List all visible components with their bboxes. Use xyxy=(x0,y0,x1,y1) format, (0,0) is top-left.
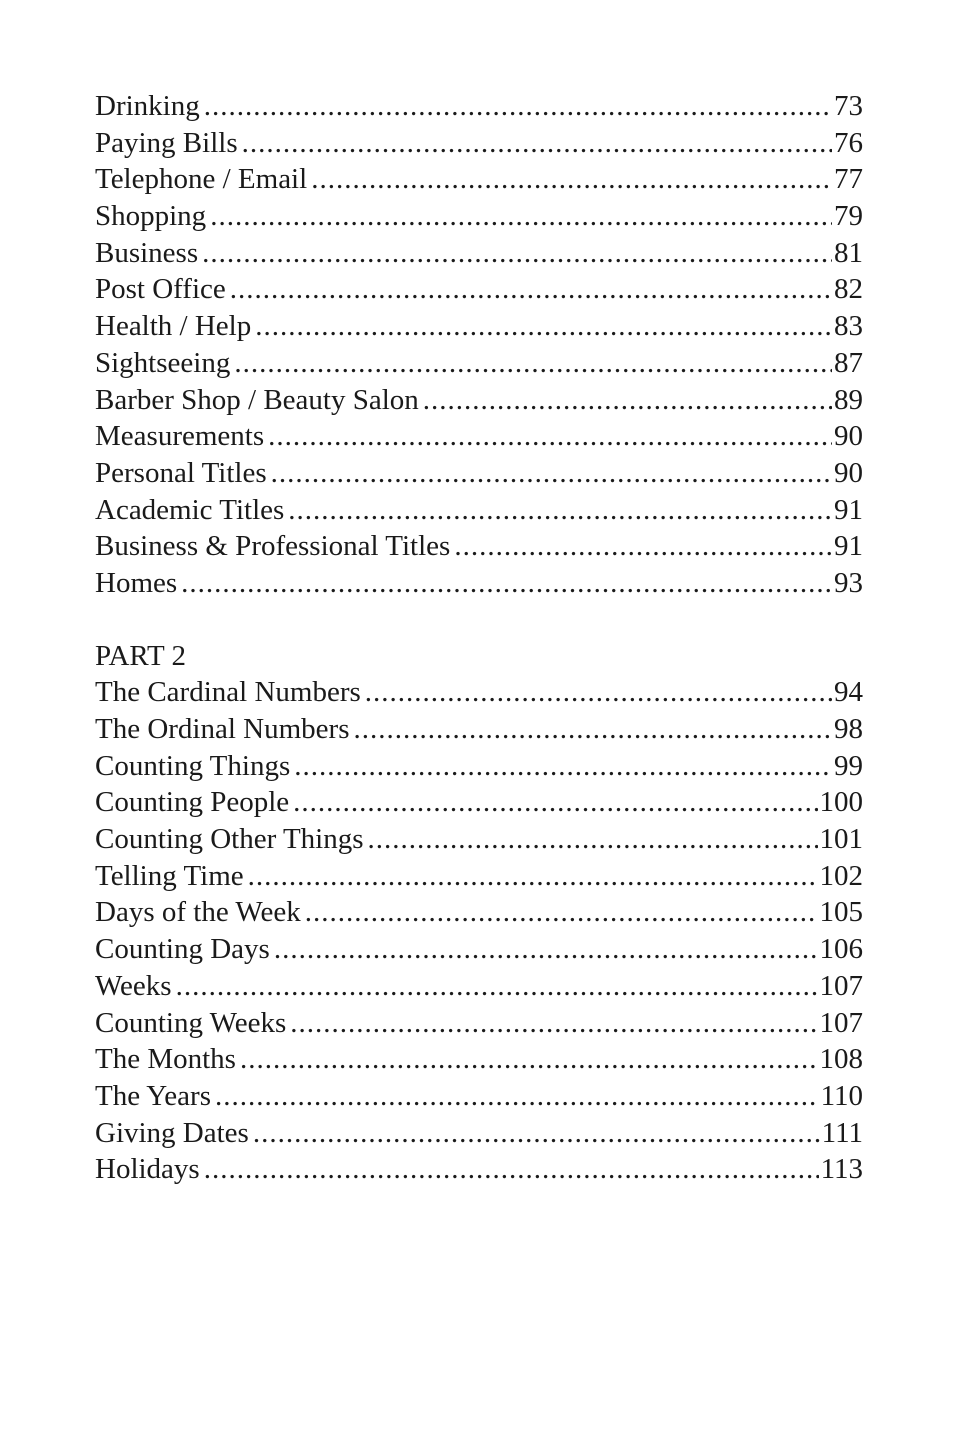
toc-dot-leader xyxy=(368,821,818,858)
toc-part2-section xyxy=(95,638,863,1188)
toc-dot-leader xyxy=(274,931,818,968)
toc-entry-page-number: 110 xyxy=(820,1079,863,1112)
toc-dot-leader xyxy=(268,418,832,455)
toc-dot-leader xyxy=(253,1115,820,1152)
toc-entry-page-number: 93 xyxy=(834,566,863,599)
toc-entry[interactable] xyxy=(95,125,863,162)
toc-entry-title: Telephone / Email xyxy=(95,163,308,196)
toc-entry-title: Drinking xyxy=(95,90,200,122)
toc-entry-title: Paying Bills xyxy=(95,126,238,159)
toc-entry-title: Post Office xyxy=(95,273,226,306)
toc-dot-leader xyxy=(290,1005,817,1042)
toc-dot-leader xyxy=(288,492,832,529)
toc-dot-leader xyxy=(234,345,832,382)
toc-entry[interactable] xyxy=(95,1151,863,1188)
toc-dot-leader xyxy=(255,308,832,345)
toc-dot-leader xyxy=(204,1151,819,1188)
toc-entry-title: The Ordinal Numbers xyxy=(95,713,350,745)
toc-dot-leader xyxy=(365,674,832,711)
toc-entry-title: Measurements xyxy=(95,420,265,453)
toc-entry[interactable] xyxy=(95,161,863,198)
toc-entry-page-number: 107 xyxy=(819,1006,863,1039)
toc-entry[interactable] xyxy=(95,455,863,492)
toc-dot-leader xyxy=(248,858,818,895)
toc-entry-page-number: 102 xyxy=(819,859,863,892)
toc-entry-title: Business xyxy=(95,236,199,269)
toc-entry-page-number: 83 xyxy=(834,310,863,343)
toc-entry[interactable] xyxy=(95,1005,863,1042)
toc-entry-title: Sightseeing xyxy=(95,346,231,379)
toc-entry-page-number: 73 xyxy=(834,90,863,122)
toc-entry-page-number: 91 xyxy=(834,493,863,526)
toc-entry-title: Counting Weeks xyxy=(95,1006,287,1039)
toc-dot-leader xyxy=(230,271,832,308)
toc-entry-page-number: 76 xyxy=(834,126,863,159)
toc-entry-title: Counting People xyxy=(95,786,290,819)
toc-entry-page-number: 101 xyxy=(819,823,863,856)
toc-entry-page-number: 111 xyxy=(821,1116,863,1149)
toc-entry-title: The Years xyxy=(95,1079,211,1112)
toc-dot-leader xyxy=(242,125,832,162)
toc-entry[interactable] xyxy=(95,345,863,382)
toc-entry-title: Counting Things xyxy=(95,749,291,782)
toc-entry-title: Giving Dates xyxy=(95,1116,249,1149)
toc-entry-page-number: 82 xyxy=(834,273,863,306)
toc-entry[interactable] xyxy=(95,784,863,821)
toc-entry[interactable] xyxy=(95,1041,863,1078)
toc-entry-title: Shopping xyxy=(95,200,207,233)
toc-entry-title: The Months xyxy=(95,1043,236,1076)
toc-entry[interactable] xyxy=(95,565,863,602)
toc-entry-page-number: 100 xyxy=(819,786,863,819)
toc-entry-title: Days of the Week xyxy=(95,896,301,929)
toc-entry-page-number: 107 xyxy=(819,969,863,1002)
toc-entry-title: The Cardinal Numbers xyxy=(95,676,361,709)
toc-dot-leader xyxy=(202,235,832,272)
toc-dot-leader xyxy=(210,198,832,235)
toc-entry-page-number: 87 xyxy=(834,346,863,379)
toc-entry-page-number: 79 xyxy=(834,200,863,233)
toc-entry[interactable] xyxy=(95,271,863,308)
toc-entry-title: Counting Other Things xyxy=(95,823,364,856)
toc-entry[interactable] xyxy=(95,382,863,419)
toc-entry-title: Health / Help xyxy=(95,310,252,343)
toc-entry-page-number: 91 xyxy=(834,530,863,563)
toc-entry-page-number: 98 xyxy=(834,713,863,745)
toc-dot-leader xyxy=(204,88,832,125)
toc-dot-leader xyxy=(293,784,817,821)
toc-dot-leader xyxy=(294,748,832,785)
toc-entry-page-number: 113 xyxy=(820,1153,863,1186)
toc-entry-title: Telling Time xyxy=(95,859,244,892)
toc-entry-page-number: 94 xyxy=(834,676,863,709)
toc-entry-page-number: 108 xyxy=(819,1043,863,1076)
toc-entry-page-number: 89 xyxy=(834,383,863,416)
toc-dot-leader xyxy=(354,711,833,748)
toc-dot-leader xyxy=(305,894,818,931)
toc-entry[interactable] xyxy=(95,674,863,711)
toc-entry[interactable] xyxy=(95,1078,863,1115)
toc-entry-title: Academic Titles xyxy=(95,493,285,526)
toc-entry-page-number: 99 xyxy=(834,749,863,782)
toc-dot-leader xyxy=(454,528,832,565)
toc-entry-title: Counting Days xyxy=(95,933,270,966)
toc-dot-leader xyxy=(271,455,832,492)
toc-part1-list xyxy=(95,88,863,602)
toc-dot-leader xyxy=(181,565,832,602)
toc-entry-title: Weeks xyxy=(95,969,172,1002)
toc-entry[interactable] xyxy=(95,308,863,345)
toc-entry[interactable] xyxy=(95,858,863,895)
toc-dot-leader xyxy=(176,968,818,1005)
toc-entry-page-number: 90 xyxy=(834,420,863,453)
toc-entry-title: Holidays xyxy=(95,1153,200,1186)
toc-entry[interactable] xyxy=(95,968,863,1005)
toc-entry[interactable] xyxy=(95,1115,863,1152)
table-of-contents-page xyxy=(95,88,863,1188)
toc-entry[interactable] xyxy=(95,418,863,455)
toc-entry[interactable] xyxy=(95,894,863,931)
toc-entry[interactable] xyxy=(95,748,863,785)
toc-dot-leader xyxy=(311,161,832,198)
toc-entry[interactable] xyxy=(95,88,863,125)
toc-entry-title: Business & Professional Titles xyxy=(95,530,451,563)
toc-dot-leader xyxy=(215,1078,819,1115)
toc-entry[interactable] xyxy=(95,492,863,529)
toc-entry-page-number: 106 xyxy=(819,933,863,966)
part2-heading: PART 2 xyxy=(95,639,186,672)
toc-entry-page-number: 77 xyxy=(834,163,863,196)
toc-entry[interactable] xyxy=(95,821,863,858)
toc-entry[interactable] xyxy=(95,931,863,968)
toc-entry[interactable] xyxy=(95,711,863,748)
toc-entry[interactable] xyxy=(95,235,863,272)
toc-entry-title: Barber Shop / Beauty Salon xyxy=(95,383,419,416)
toc-entry-page-number: 81 xyxy=(834,236,863,269)
toc-dot-leader xyxy=(423,382,832,419)
toc-entry-title: Personal Titles xyxy=(95,456,267,489)
toc-dot-leader xyxy=(240,1041,818,1078)
toc-entry-page-number: 90 xyxy=(834,456,863,489)
toc-entry-title: Homes xyxy=(95,566,178,599)
toc-entry[interactable] xyxy=(95,528,863,565)
toc-entry-page-number: 105 xyxy=(819,896,863,929)
toc-part2-list xyxy=(95,674,863,1188)
toc-entry[interactable] xyxy=(95,198,863,235)
